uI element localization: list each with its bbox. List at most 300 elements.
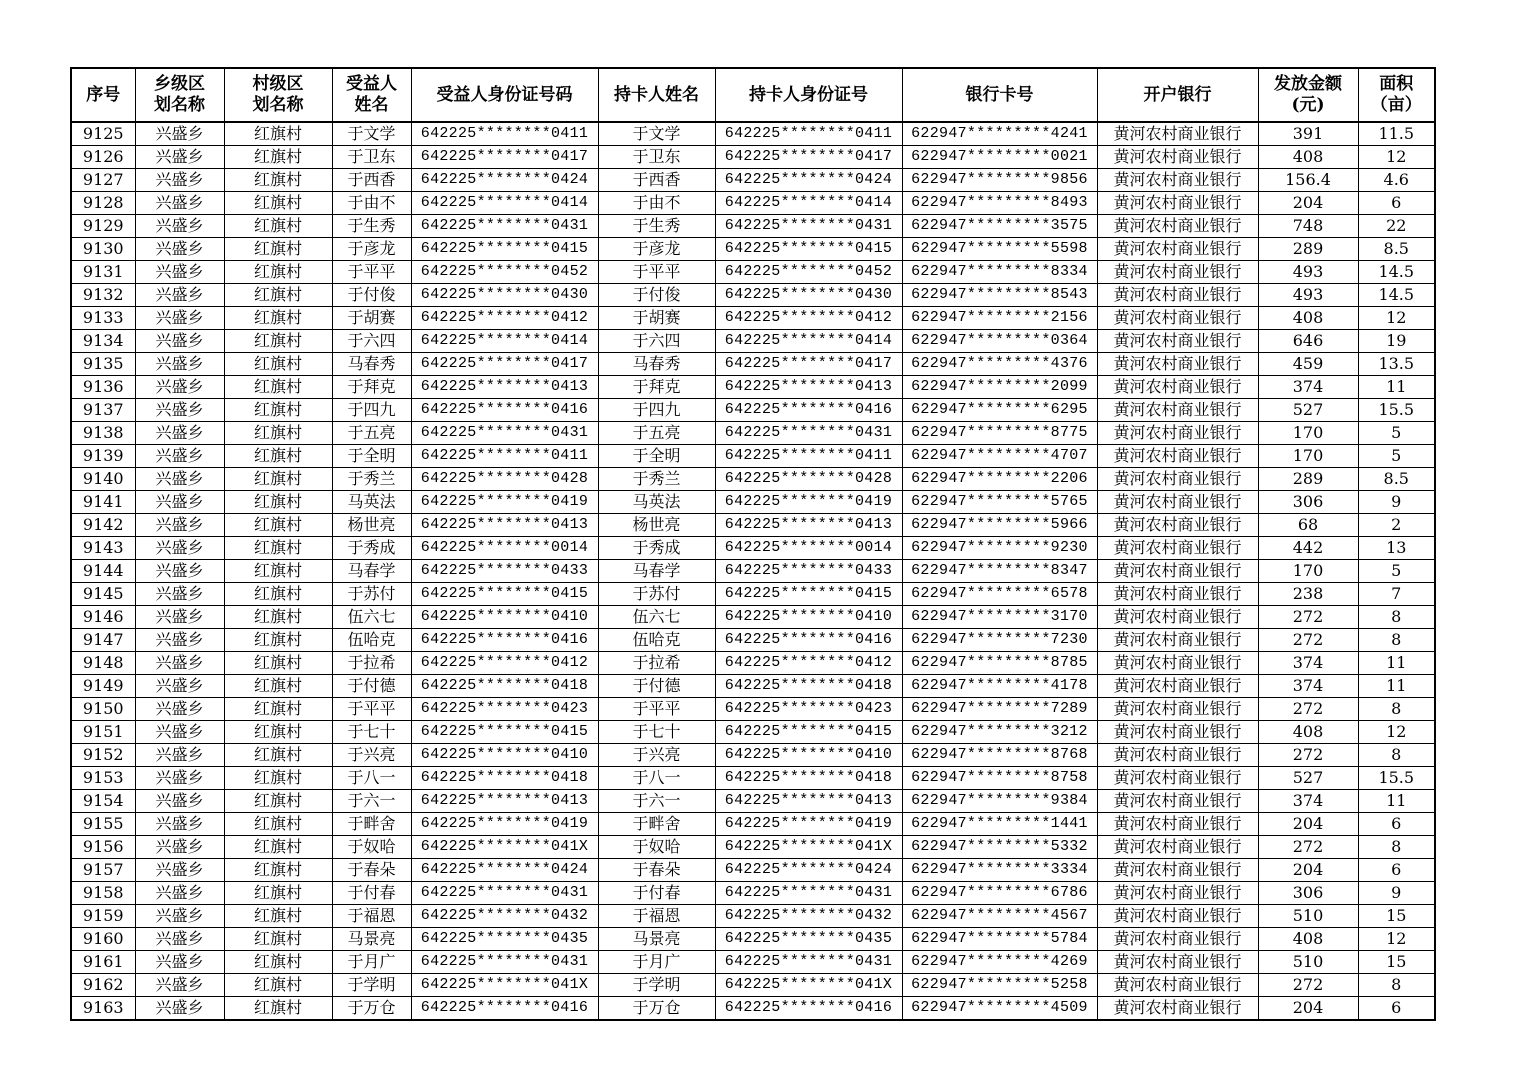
cell-township: 兴盛乡 [135, 951, 224, 974]
cell-bank-card-no: 622947*********4707 [902, 445, 1097, 468]
cell-cardholder-id: 642225********0433 [715, 560, 902, 583]
cell-bank-card-no: 622947*********5598 [902, 238, 1097, 261]
table-row [71, 330, 1435, 353]
cell-serial-no: 9149 [71, 675, 135, 698]
cell-beneficiary-id: 642225********0414 [411, 330, 598, 353]
cell-township: 兴盛乡 [135, 445, 224, 468]
cell-township: 兴盛乡 [135, 238, 224, 261]
header-beneficiary-name-line: 姓名 [354, 95, 389, 115]
header-amount-line: (元) [1291, 95, 1325, 115]
cell-bank: 黄河农村商业银行 [1097, 813, 1258, 836]
table-row [71, 261, 1435, 284]
cell-cardholder-id: 642225********0413 [715, 376, 902, 399]
cell-cardholder-name: 于文学 [598, 122, 715, 146]
cell-township: 兴盛乡 [135, 974, 224, 997]
cell-township: 兴盛乡 [135, 422, 224, 445]
header-serial-no-line: 序号 [86, 84, 121, 105]
cell-township: 兴盛乡 [135, 330, 224, 353]
cell-amount: 391 [1258, 122, 1358, 146]
header-area [1358, 68, 1435, 122]
cell-bank-card-no: 622947*********5258 [902, 974, 1097, 997]
cell-cardholder-name: 马英法 [598, 491, 715, 514]
cell-village: 红旗村 [224, 997, 332, 1021]
cell-amount: 459 [1258, 353, 1358, 376]
header-township [135, 68, 224, 122]
table-row [71, 767, 1435, 790]
cell-beneficiary-name: 伍哈克 [332, 629, 411, 652]
cell-cardholder-name: 于秀兰 [598, 468, 715, 491]
cell-bank-card-no: 622947*********8758 [902, 767, 1097, 790]
table-row [71, 583, 1435, 606]
cell-bank: 黄河农村商业银行 [1097, 491, 1258, 514]
cell-township: 兴盛乡 [135, 813, 224, 836]
cell-village: 红旗村 [224, 767, 332, 790]
header-amount-line: 发放金额 [1274, 74, 1342, 94]
cell-bank: 黄河农村商业银行 [1097, 353, 1258, 376]
cell-area: 11 [1358, 376, 1435, 399]
cell-beneficiary-id: 642225********0418 [411, 675, 598, 698]
cell-village: 红旗村 [224, 721, 332, 744]
cell-bank-card-no: 622947*********8493 [902, 192, 1097, 215]
cell-cardholder-name: 于万仓 [598, 997, 715, 1021]
cell-beneficiary-name: 于学明 [332, 974, 411, 997]
cell-township: 兴盛乡 [135, 353, 224, 376]
cell-village: 红旗村 [224, 192, 332, 215]
cell-cardholder-id: 642225********0412 [715, 307, 902, 330]
cell-cardholder-name: 于六四 [598, 330, 715, 353]
header-cardholder-name [598, 68, 715, 122]
cell-village: 红旗村 [224, 468, 332, 491]
cell-cardholder-id: 642225********0416 [715, 629, 902, 652]
cell-area: 12 [1358, 307, 1435, 330]
cell-amount: 289 [1258, 468, 1358, 491]
cell-amount: 204 [1258, 997, 1358, 1021]
cell-township: 兴盛乡 [135, 859, 224, 882]
cell-beneficiary-id: 642225********0435 [411, 928, 598, 951]
cell-beneficiary-name: 杨世亮 [332, 514, 411, 537]
cell-beneficiary-id: 642225********041X [411, 974, 598, 997]
cell-township: 兴盛乡 [135, 215, 224, 238]
cell-beneficiary-id: 642225********0431 [411, 215, 598, 238]
cell-cardholder-id: 642225********0416 [715, 399, 902, 422]
cell-bank: 黄河农村商业银行 [1097, 744, 1258, 767]
cell-area: 15 [1358, 905, 1435, 928]
cell-serial-no: 9141 [71, 491, 135, 514]
cell-cardholder-name: 伍哈克 [598, 629, 715, 652]
cell-village: 红旗村 [224, 652, 332, 675]
header-township-line: 划名称 [154, 95, 205, 115]
cell-beneficiary-name: 于六四 [332, 330, 411, 353]
cell-amount: 170 [1258, 422, 1358, 445]
cell-cardholder-name: 于付德 [598, 675, 715, 698]
cell-area: 12 [1358, 146, 1435, 169]
cell-village: 红旗村 [224, 698, 332, 721]
cell-cardholder-name: 于学明 [598, 974, 715, 997]
cell-cardholder-name: 马春秀 [598, 353, 715, 376]
cell-cardholder-id: 642225********0413 [715, 514, 902, 537]
cell-bank-card-no: 622947*********4509 [902, 997, 1097, 1021]
cell-beneficiary-name: 于拉希 [332, 652, 411, 675]
subsidy-payment-table-sheet [70, 67, 1436, 1021]
cell-township: 兴盛乡 [135, 744, 224, 767]
cell-township: 兴盛乡 [135, 790, 224, 813]
cell-village: 红旗村 [224, 330, 332, 353]
cell-cardholder-name: 于奴哈 [598, 836, 715, 859]
cell-serial-no: 9155 [71, 813, 135, 836]
cell-bank-card-no: 622947*********8334 [902, 261, 1097, 284]
cell-beneficiary-id: 642225********0413 [411, 376, 598, 399]
cell-amount: 272 [1258, 629, 1358, 652]
cell-cardholder-id: 642225********0428 [715, 468, 902, 491]
cell-village: 红旗村 [224, 537, 332, 560]
table-row [71, 744, 1435, 767]
cell-serial-no: 9127 [71, 169, 135, 192]
cell-area: 6 [1358, 859, 1435, 882]
cell-beneficiary-id: 642225********0412 [411, 652, 598, 675]
table-row [71, 951, 1435, 974]
cell-bank: 黄河农村商业银行 [1097, 169, 1258, 192]
cell-village: 红旗村 [224, 146, 332, 169]
cell-bank: 黄河农村商业银行 [1097, 445, 1258, 468]
cell-bank-card-no: 622947*********4269 [902, 951, 1097, 974]
cell-bank-card-no: 622947*********0364 [902, 330, 1097, 353]
cell-amount: 646 [1258, 330, 1358, 353]
cell-cardholder-name: 于付春 [598, 882, 715, 905]
cell-beneficiary-name: 于秀兰 [332, 468, 411, 491]
table-row [71, 652, 1435, 675]
cell-cardholder-id: 642225********0416 [715, 997, 902, 1021]
cell-bank: 黄河农村商业银行 [1097, 928, 1258, 951]
cell-township: 兴盛乡 [135, 583, 224, 606]
cell-area: 14.5 [1358, 261, 1435, 284]
cell-bank-card-no: 622947*********8347 [902, 560, 1097, 583]
cell-serial-no: 9162 [71, 974, 135, 997]
cell-village: 红旗村 [224, 951, 332, 974]
cell-serial-no: 9142 [71, 514, 135, 537]
cell-beneficiary-id: 642225********0413 [411, 790, 598, 813]
cell-cardholder-id: 642225********0410 [715, 606, 902, 629]
table-row [71, 997, 1435, 1021]
cell-cardholder-name: 于春朵 [598, 859, 715, 882]
cell-beneficiary-id: 642225********0415 [411, 238, 598, 261]
cell-area: 14.5 [1358, 284, 1435, 307]
table-row [71, 928, 1435, 951]
cell-beneficiary-id: 642225********0411 [411, 122, 598, 146]
cell-village: 红旗村 [224, 422, 332, 445]
cell-bank: 黄河农村商业银行 [1097, 261, 1258, 284]
header-cardholder-id [715, 68, 902, 122]
cell-area: 4.6 [1358, 169, 1435, 192]
cell-amount: 272 [1258, 744, 1358, 767]
cell-amount: 204 [1258, 859, 1358, 882]
cell-cardholder-id: 642225********0424 [715, 859, 902, 882]
cell-beneficiary-id: 642225********0411 [411, 445, 598, 468]
cell-village: 红旗村 [224, 122, 332, 146]
cell-area: 11 [1358, 675, 1435, 698]
cell-bank: 黄河农村商业银行 [1097, 767, 1258, 790]
cell-cardholder-id: 642225********0415 [715, 721, 902, 744]
cell-bank-card-no: 622947*********8775 [902, 422, 1097, 445]
cell-amount: 68 [1258, 514, 1358, 537]
header-beneficiary-id-line: 受益人身份证号码 [436, 84, 573, 105]
cell-beneficiary-id: 642225********0417 [411, 146, 598, 169]
cell-cardholder-id: 642225********0432 [715, 905, 902, 928]
cell-serial-no: 9138 [71, 422, 135, 445]
cell-beneficiary-name: 于拜克 [332, 376, 411, 399]
cell-beneficiary-name: 伍六七 [332, 606, 411, 629]
cell-cardholder-name: 于卫东 [598, 146, 715, 169]
cell-cardholder-name: 于付俊 [598, 284, 715, 307]
cell-village: 红旗村 [224, 261, 332, 284]
cell-township: 兴盛乡 [135, 146, 224, 169]
cell-township: 兴盛乡 [135, 767, 224, 790]
cell-serial-no: 9150 [71, 698, 135, 721]
cell-village: 红旗村 [224, 790, 332, 813]
cell-beneficiary-name: 马春学 [332, 560, 411, 583]
cell-cardholder-name: 于七十 [598, 721, 715, 744]
cell-cardholder-id: 642225********0431 [715, 215, 902, 238]
cell-bank-card-no: 622947*********6295 [902, 399, 1097, 422]
cell-bank-card-no: 622947*********8543 [902, 284, 1097, 307]
cell-cardholder-name: 于畔舍 [598, 813, 715, 836]
cell-bank: 黄河农村商业银行 [1097, 721, 1258, 744]
cell-cardholder-name: 于胡赛 [598, 307, 715, 330]
cell-serial-no: 9152 [71, 744, 135, 767]
cell-beneficiary-id: 642225********0416 [411, 629, 598, 652]
cell-beneficiary-name: 于由不 [332, 192, 411, 215]
cell-cardholder-id: 642225********0424 [715, 169, 902, 192]
cell-amount: 272 [1258, 974, 1358, 997]
cell-village: 红旗村 [224, 744, 332, 767]
header-bank [1097, 68, 1258, 122]
cell-serial-no: 9160 [71, 928, 135, 951]
cell-amount: 527 [1258, 767, 1358, 790]
cell-area: 7 [1358, 583, 1435, 606]
cell-township: 兴盛乡 [135, 376, 224, 399]
cell-township: 兴盛乡 [135, 652, 224, 675]
cell-beneficiary-id: 642225********0419 [411, 491, 598, 514]
table-row [71, 721, 1435, 744]
cell-village: 红旗村 [224, 905, 332, 928]
cell-amount: 748 [1258, 215, 1358, 238]
header-village [224, 68, 332, 122]
cell-area: 8 [1358, 974, 1435, 997]
table-row [71, 606, 1435, 629]
cell-beneficiary-id: 642225********0423 [411, 698, 598, 721]
cell-beneficiary-id: 642225********0410 [411, 744, 598, 767]
cell-beneficiary-name: 于秀成 [332, 537, 411, 560]
header-cardholder-name-line: 持卡人姓名 [614, 84, 699, 105]
cell-beneficiary-id: 642225********0433 [411, 560, 598, 583]
cell-bank-card-no: 622947*********6578 [902, 583, 1097, 606]
cell-village: 红旗村 [224, 445, 332, 468]
cell-beneficiary-id: 642225********0424 [411, 859, 598, 882]
cell-bank: 黄河农村商业银行 [1097, 537, 1258, 560]
table-row [71, 215, 1435, 238]
table-row [71, 882, 1435, 905]
cell-beneficiary-id: 642225********041X [411, 836, 598, 859]
cell-bank: 黄河农村商业银行 [1097, 859, 1258, 882]
cell-serial-no: 9145 [71, 583, 135, 606]
cell-bank-card-no: 622947*********7289 [902, 698, 1097, 721]
cell-serial-no: 9144 [71, 560, 135, 583]
cell-amount: 272 [1258, 836, 1358, 859]
cell-beneficiary-name: 于西香 [332, 169, 411, 192]
cell-bank: 黄河农村商业银行 [1097, 560, 1258, 583]
cell-cardholder-id: 642225********0411 [715, 122, 902, 146]
cell-bank: 黄河农村商业银行 [1097, 974, 1258, 997]
cell-area: 8.5 [1358, 468, 1435, 491]
cell-serial-no: 9156 [71, 836, 135, 859]
cell-cardholder-name: 于月广 [598, 951, 715, 974]
cell-village: 红旗村 [224, 836, 332, 859]
cell-bank-card-no: 622947*********5784 [902, 928, 1097, 951]
cell-beneficiary-name: 于付春 [332, 882, 411, 905]
cell-beneficiary-id: 642225********0415 [411, 583, 598, 606]
cell-area: 8 [1358, 836, 1435, 859]
header-serial-no [71, 68, 135, 122]
cell-bank: 黄河农村商业银行 [1097, 238, 1258, 261]
cell-bank: 黄河农村商业银行 [1097, 698, 1258, 721]
cell-bank-card-no: 622947*********4178 [902, 675, 1097, 698]
cell-area: 6 [1358, 997, 1435, 1021]
cell-area: 19 [1358, 330, 1435, 353]
cell-beneficiary-name: 于卫东 [332, 146, 411, 169]
cell-township: 兴盛乡 [135, 468, 224, 491]
cell-township: 兴盛乡 [135, 698, 224, 721]
cell-beneficiary-name: 于平平 [332, 698, 411, 721]
cell-beneficiary-name: 于平平 [332, 261, 411, 284]
cell-beneficiary-name: 马景亮 [332, 928, 411, 951]
header-beneficiary-name [332, 68, 411, 122]
cell-area: 13 [1358, 537, 1435, 560]
cell-amount: 204 [1258, 192, 1358, 215]
cell-village: 红旗村 [224, 675, 332, 698]
cell-area: 6 [1358, 192, 1435, 215]
cell-area: 2 [1358, 514, 1435, 537]
cell-amount: 510 [1258, 905, 1358, 928]
cell-village: 红旗村 [224, 813, 332, 836]
cell-bank-card-no: 622947*********4241 [902, 122, 1097, 146]
table-row [71, 169, 1435, 192]
cell-area: 5 [1358, 422, 1435, 445]
cell-serial-no: 9143 [71, 537, 135, 560]
cell-amount: 408 [1258, 721, 1358, 744]
subsidy-payment-table [70, 67, 1436, 1021]
cell-serial-no: 9140 [71, 468, 135, 491]
cell-beneficiary-id: 642225********0014 [411, 537, 598, 560]
cell-serial-no: 9128 [71, 192, 135, 215]
cell-beneficiary-id: 642225********0430 [411, 284, 598, 307]
cell-bank-card-no: 622947*********2099 [902, 376, 1097, 399]
cell-area: 5 [1358, 445, 1435, 468]
cell-beneficiary-id: 642225********0415 [411, 721, 598, 744]
cell-bank: 黄河农村商业银行 [1097, 307, 1258, 330]
cell-bank-card-no: 622947*********4567 [902, 905, 1097, 928]
cell-serial-no: 9125 [71, 122, 135, 146]
table-row [71, 813, 1435, 836]
cell-cardholder-name: 伍六七 [598, 606, 715, 629]
cell-cardholder-id: 642225********0423 [715, 698, 902, 721]
cell-serial-no: 9154 [71, 790, 135, 813]
table-row [71, 353, 1435, 376]
cell-beneficiary-name: 于生秀 [332, 215, 411, 238]
cell-village: 红旗村 [224, 238, 332, 261]
cell-area: 11.5 [1358, 122, 1435, 146]
cell-village: 红旗村 [224, 974, 332, 997]
cell-cardholder-id: 642225********0435 [715, 928, 902, 951]
cell-township: 兴盛乡 [135, 192, 224, 215]
table-row [71, 445, 1435, 468]
cell-beneficiary-name: 于胡赛 [332, 307, 411, 330]
cell-amount: 306 [1258, 491, 1358, 514]
cell-amount: 272 [1258, 606, 1358, 629]
cell-bank: 黄河农村商业银行 [1097, 790, 1258, 813]
table-row [71, 537, 1435, 560]
cell-bank: 黄河农村商业银行 [1097, 422, 1258, 445]
cell-bank: 黄河农村商业银行 [1097, 215, 1258, 238]
cell-bank-card-no: 622947*********9856 [902, 169, 1097, 192]
cell-beneficiary-id: 642225********0413 [411, 514, 598, 537]
cell-cardholder-name: 于西香 [598, 169, 715, 192]
cell-township: 兴盛乡 [135, 122, 224, 146]
table-row [71, 122, 1435, 146]
cell-cardholder-id: 642225********0431 [715, 882, 902, 905]
cell-beneficiary-name: 马英法 [332, 491, 411, 514]
table-row [71, 468, 1435, 491]
cell-cardholder-name: 于福恩 [598, 905, 715, 928]
cell-area: 15.5 [1358, 767, 1435, 790]
cell-serial-no: 9158 [71, 882, 135, 905]
cell-village: 红旗村 [224, 491, 332, 514]
cell-township: 兴盛乡 [135, 997, 224, 1021]
cell-cardholder-id: 642225********0415 [715, 583, 902, 606]
cell-beneficiary-name: 于彦龙 [332, 238, 411, 261]
cell-township: 兴盛乡 [135, 882, 224, 905]
cell-area: 8 [1358, 744, 1435, 767]
cell-beneficiary-name: 于畔舍 [332, 813, 411, 836]
cell-village: 红旗村 [224, 928, 332, 951]
cell-cardholder-id: 642225********0431 [715, 951, 902, 974]
cell-serial-no: 9139 [71, 445, 135, 468]
cell-beneficiary-id: 642225********0419 [411, 813, 598, 836]
cell-cardholder-id: 642225********0419 [715, 491, 902, 514]
cell-cardholder-id: 642225********0415 [715, 238, 902, 261]
cell-cardholder-name: 于由不 [598, 192, 715, 215]
cell-amount: 238 [1258, 583, 1358, 606]
cell-cardholder-id: 642225********0411 [715, 445, 902, 468]
cell-township: 兴盛乡 [135, 721, 224, 744]
cell-area: 8 [1358, 629, 1435, 652]
cell-beneficiary-name: 于万仓 [332, 997, 411, 1021]
cell-amount: 306 [1258, 882, 1358, 905]
cell-bank: 黄河农村商业银行 [1097, 951, 1258, 974]
table-row [71, 859, 1435, 882]
cell-township: 兴盛乡 [135, 836, 224, 859]
table-row [71, 560, 1435, 583]
cell-bank-card-no: 622947*********3575 [902, 215, 1097, 238]
cell-township: 兴盛乡 [135, 560, 224, 583]
cell-amount: 156.4 [1258, 169, 1358, 192]
cell-village: 红旗村 [224, 560, 332, 583]
cell-bank-card-no: 622947*********3334 [902, 859, 1097, 882]
cell-township: 兴盛乡 [135, 606, 224, 629]
cell-township: 兴盛乡 [135, 905, 224, 928]
cell-area: 8 [1358, 698, 1435, 721]
table-row [71, 307, 1435, 330]
cell-cardholder-name: 于生秀 [598, 215, 715, 238]
cell-beneficiary-id: 642225********0418 [411, 767, 598, 790]
